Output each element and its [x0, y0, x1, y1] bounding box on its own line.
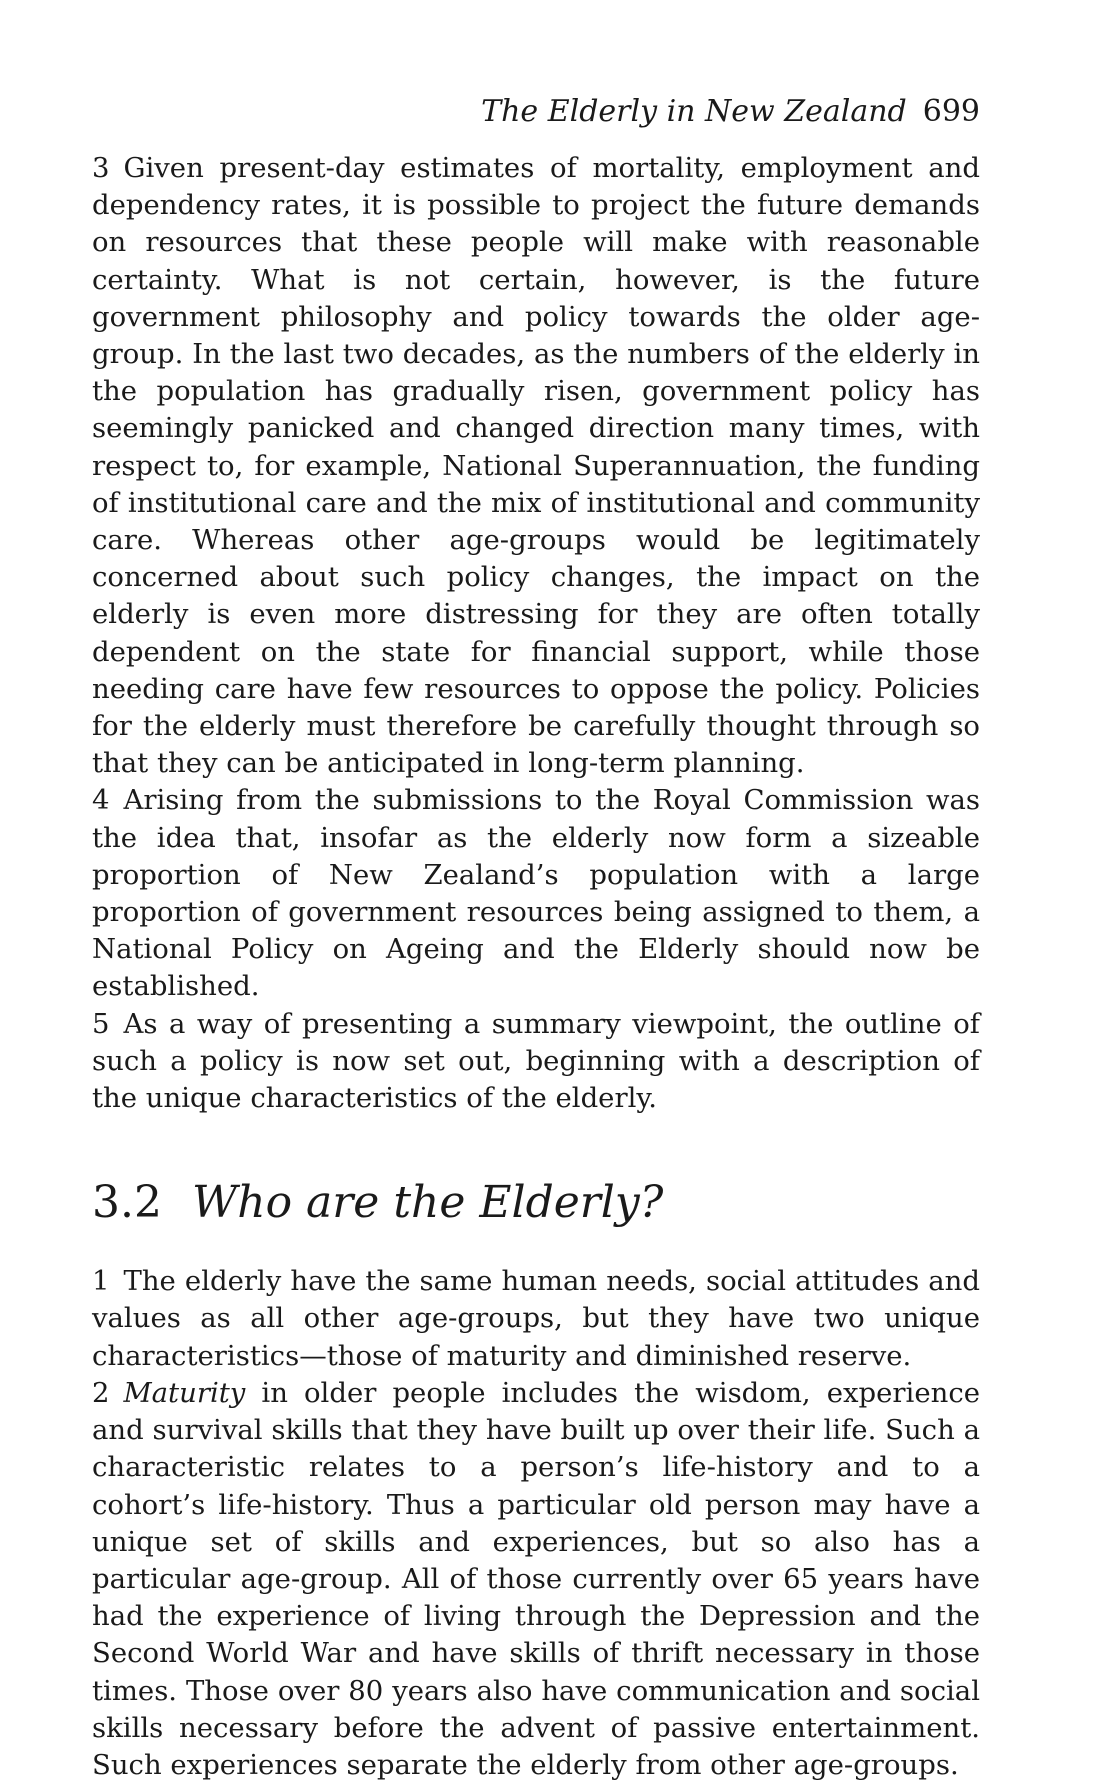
- paragraph-text: The elderly have the same human needs, social attitudes and values as all other age-groups, but they have two unique characteristics—those of maturity and diminished reserve.: [92, 1265, 980, 1372]
- paragraph-number: 4: [92, 784, 110, 817]
- paragraph-text: As a way of presenting a summary viewpoint, the outline of such a policy is now set out, beginning with a description of the unique characteristics of the elderly.: [92, 1007, 980, 1115]
- paragraph-number: 3: [92, 152, 110, 184]
- paragraph-number: 2: [92, 1376, 110, 1409]
- running-head: [92, 92, 980, 132]
- page-number: 699: [922, 94, 980, 129]
- book-page: [92, 92, 980, 1784]
- paragraph-number: 5: [92, 1007, 110, 1040]
- paragraph-4: [92, 782, 980, 1005]
- paragraph-text: Given present-day estimates of mortality, employment and dependency rates, it is possible to project the future demands on resources that these people will make with reasonable certainty. What is not certain, however, is the future government philosophy and policy towards the older age-group. In the last two decades, as the numbers of the elderly in the population has gradually risen, government policy has seemingly panicked and changed direction many times, with respect to, for example, National Superannuation, the funding of institutional care and the mix of institutional and community care. Whereas other age-groups would be legitimately concerned about such policy changes, the impact on the elderly is even more distressing for they are often totally dependent on the state for financial support, while those needing care have few resources to oppose the policy. Policies for the elderly must therefore be carefully thought through so that they can be anticipated in long-term planning.: [92, 152, 980, 780]
- section-paragraph-1: [92, 1263, 980, 1375]
- running-head-title: The Elderly in New Zealand: [481, 94, 907, 129]
- paragraph-number: 1: [92, 1265, 110, 1298]
- paragraph-3: [92, 150, 980, 782]
- section-title: Who are the Elderly?: [192, 1177, 664, 1229]
- section-number: 3.2: [92, 1177, 162, 1229]
- section-heading: [92, 1175, 980, 1231]
- emphasis-term: Maturity: [123, 1376, 246, 1409]
- paragraph-5: [92, 1006, 980, 1118]
- section-paragraph-2: [92, 1375, 980, 1784]
- paragraph-text: Arising from the submissions to the Royal Commission was the idea that, insofar as the elderly now form a sizeable proportion of New Zealand’s population with a large proportion of government resources being assigned to them, a National Policy on Ageing and the Elderly should now be established.: [92, 784, 980, 1003]
- paragraph-text: in older people includes the wisdom, experience and survival skills that they have built up over their life. Such a characteristic relates to a person’s life-history and to a cohort’s life-history. Thus a particular old person may have a unique set of skills and experiences, but so also has a particular age-group. All of those currently over 65 years have had the experience of living through the Depression and the Second World War and have skills of thrift necessary in those times. Those over 80 years also have communication and social skills necessary before the advent of passive entertainment. Such experiences separate the elderly from other age-groups.: [92, 1376, 980, 1781]
